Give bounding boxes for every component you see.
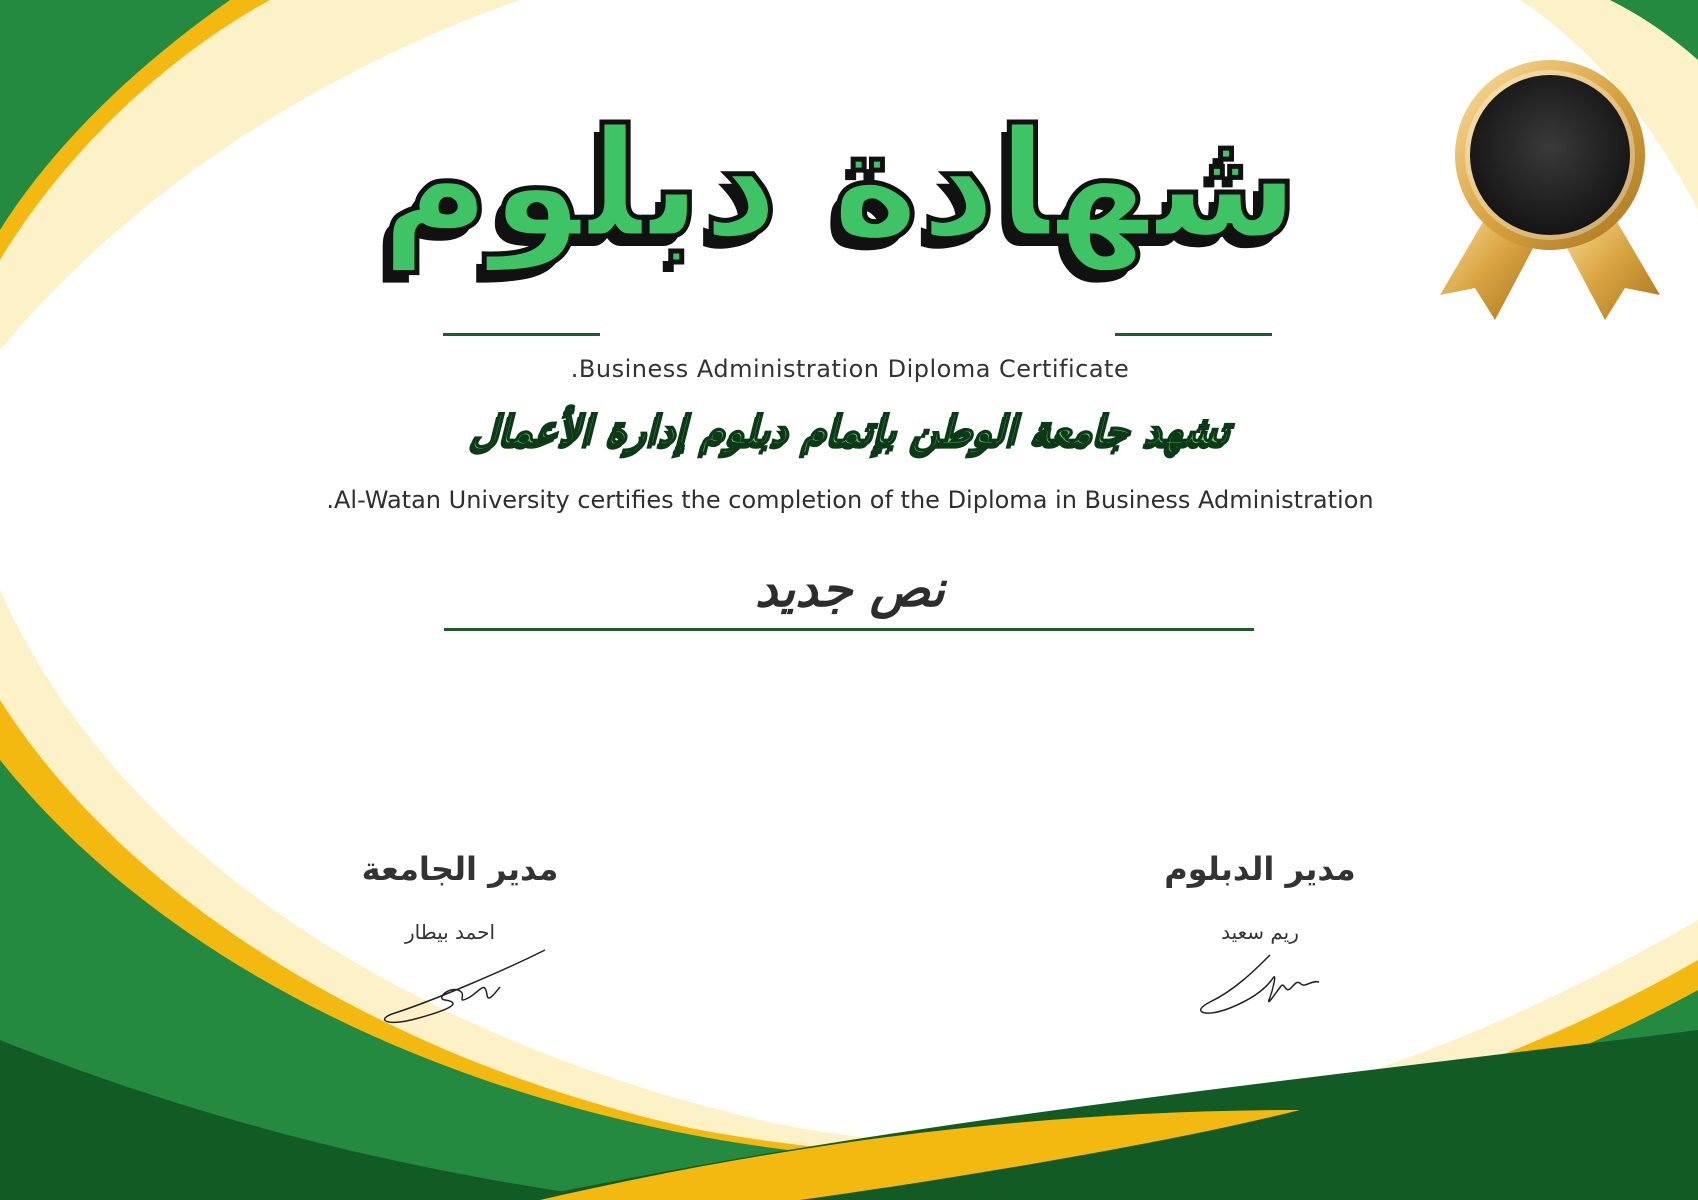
award-seal-icon: [1430, 60, 1670, 335]
university-director-name: احمد بيطار: [404, 920, 496, 944]
title-rule-left: [443, 333, 600, 336]
signature-left-icon: [375, 945, 555, 1025]
diploma-director-title: مدير الدبلوم: [1164, 850, 1356, 888]
certification-statement-en: .Al-Watan University certifies the completion of the Diploma in Business Administration: [326, 486, 1374, 514]
recipient-name: نص جديد: [755, 560, 945, 618]
recipient-name-line: [444, 628, 1254, 631]
title-rule-right: [1115, 333, 1272, 336]
university-director-title: مدير الجامعة: [361, 850, 559, 888]
certificate-subtitle: .Business Administration Diploma Certificate: [570, 355, 1130, 383]
signature-right-icon: [1195, 950, 1335, 1020]
diploma-director-name: ريم سعيد: [1221, 920, 1299, 944]
certification-statement-ar: تشهد جامعة الوطن بإتمام دبلوم إدارة الأعمال: [470, 408, 1230, 454]
certificate-title: شهادة دبلوم: [380, 98, 1300, 272]
